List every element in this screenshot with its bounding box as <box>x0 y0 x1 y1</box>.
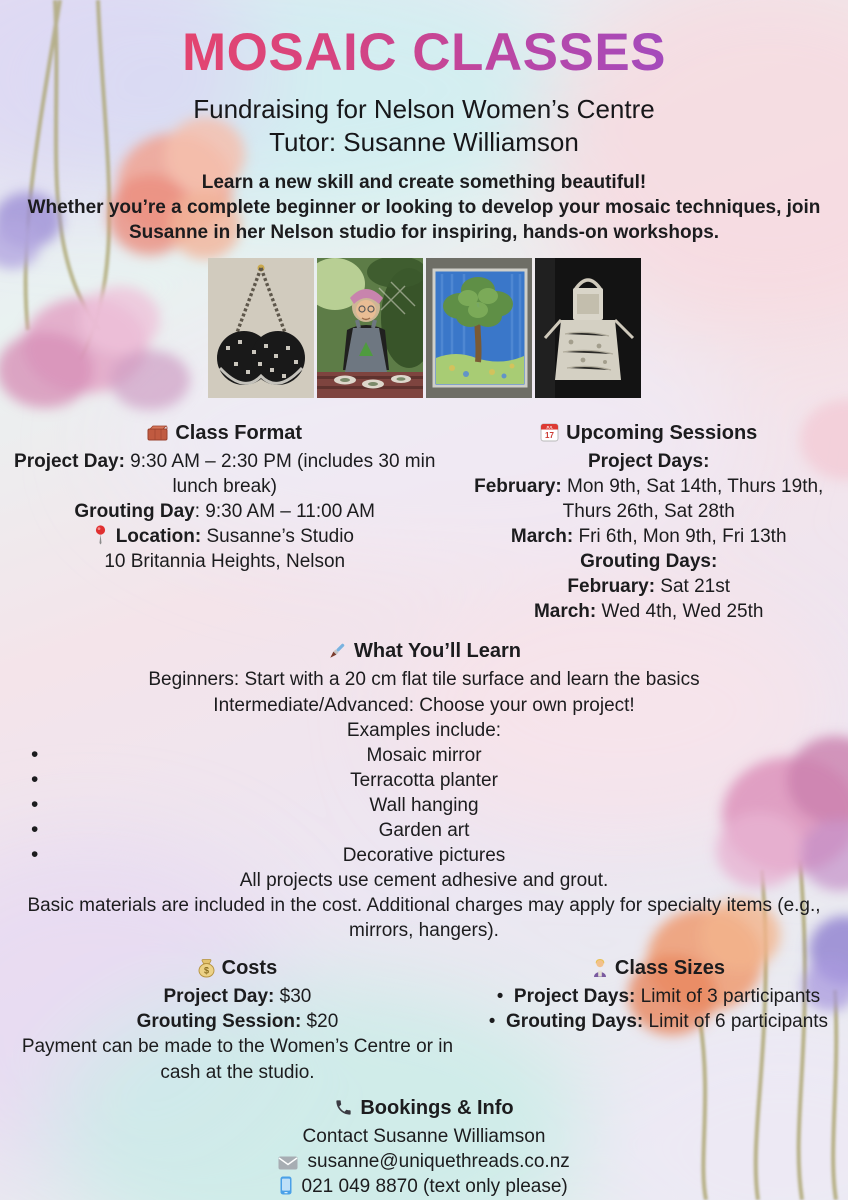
bullet-dot: • <box>31 767 39 791</box>
costs-section <box>0 955 475 1084</box>
bookings-section <box>0 1095 848 1199</box>
photo-tree-mosaic <box>426 258 532 398</box>
cost-project-day: Project Day: $30 <box>163 986 312 1008</box>
learn-intermediate-line: Intermediate/Advanced: Choose your own project! <box>213 694 635 716</box>
bullet-dot: • <box>31 842 39 866</box>
what-youll-learn-title: What You’ll Learn <box>353 640 522 663</box>
intro-line1: Learn a new skill and create something beautiful! <box>201 171 647 193</box>
bullet-dot: • <box>31 817 39 841</box>
project-days-header: Project Days: <box>587 450 710 472</box>
grouting-day-line: Grouting Day: 9:30 AM – 11:00 AM <box>74 501 376 523</box>
size-grouting-days: • Grouting Days: Limit of 6 participants <box>488 1011 829 1033</box>
cost-grouting: Grouting Session: $20 <box>136 1011 339 1033</box>
project-day-line: Project Day: 9:30 AM – 2:30 PM (includes 30 min lunch break) <box>14 450 436 497</box>
address-line: 10 Britannia Heights, Nelson <box>104 551 346 573</box>
contact-line: Contact Susanne Williamson <box>302 1125 546 1147</box>
example-item: • Wall hanging <box>0 793 848 818</box>
upcoming-sessions-section <box>449 420 848 625</box>
class-format-title: Class Format <box>175 421 303 444</box>
feb-project-days: February: Mon 9th, Sat 14th, Thurs 19th, Thurs 26th, Sat 28th <box>474 475 824 523</box>
photo-strip <box>208 258 641 398</box>
payment-note: Payment can be made to the Women’s Centre or in cash at the studio. <box>21 1036 454 1083</box>
format-sessions-row <box>0 420 848 625</box>
bullet-dot: • <box>496 986 504 1008</box>
what-youll-learn-section <box>0 638 848 943</box>
bookings-title: Bookings & Info <box>360 1096 514 1119</box>
subtitle-fundraising: Fundraising for Nelson Women’s Centre <box>193 94 655 124</box>
round-pushpin-icon <box>95 525 106 545</box>
grouting-days-header: Grouting Days: <box>580 551 718 573</box>
email-line: susanne@uniquethreads.co.nz <box>0 1149 848 1174</box>
photo-tutor <box>317 258 423 398</box>
brick-icon <box>147 425 168 441</box>
class-format-section <box>0 420 449 625</box>
bullet-dot: • <box>31 792 39 816</box>
page-title: MOSAIC CLASSES <box>0 22 848 83</box>
example-item: • Terracotta planter <box>0 768 848 793</box>
bullet-dot: • <box>31 742 39 766</box>
phone-line: 021 049 8870 (text only please) <box>0 1174 848 1199</box>
location-line: Location: Susanne’s Studio <box>6 524 443 549</box>
intro-line2: Whether you’re a complete beginner or looking to develop your mosaic techniques, join Susanne in her Nelson studio for inspiring, hands-on workshops. <box>27 196 821 244</box>
mar-grouting-days: March: Wed 4th, Wed 25th <box>533 601 764 623</box>
svg-text:17: 17 <box>545 431 555 441</box>
adhesive-note: All projects use cement adhesive and grout. <box>239 870 609 892</box>
example-item: • Mosaic mirror <box>0 743 848 768</box>
subtitle-tutor: Tutor: Susanne Williamson <box>269 127 579 158</box>
svg-text:$: $ <box>203 965 209 976</box>
intro-paragraph <box>18 170 830 246</box>
envelope-icon <box>278 1156 298 1170</box>
calendar-icon <box>540 423 559 442</box>
mar-project-days: March: Fri 6th, Mon 9th, Fri 13th <box>510 526 787 548</box>
mobile-phone-icon <box>280 1176 292 1195</box>
costs-sizes-row <box>0 955 848 1084</box>
photo-mosaic-bra <box>208 258 314 398</box>
learn-beginners-line: Beginners: Start with a 20 cm flat tile surface and learn the basics <box>148 669 700 691</box>
upcoming-sessions-title: Upcoming Sessions <box>566 421 758 444</box>
feb-grouting-days: February: Sat 21st <box>567 576 731 598</box>
costs-title: Costs <box>221 957 278 980</box>
artist-person-icon <box>592 958 608 978</box>
example-item: • Decorative pictures <box>0 843 848 868</box>
phone-receiver-icon <box>334 1098 353 1117</box>
example-item: • Garden art <box>0 818 848 843</box>
moneybag-icon <box>198 958 215 978</box>
learn-examples-label: Examples include: <box>346 719 502 741</box>
class-sizes-section <box>475 955 848 1084</box>
size-project-days: • Project Days: Limit of 3 participants <box>496 986 821 1008</box>
bullet-dot: • <box>488 1011 496 1033</box>
photo-mosaic-apron <box>535 258 641 398</box>
materials-note: Basic materials are included in the cost. Additional charges may apply for specialty items (e.g., mirrors, hangers). <box>27 895 821 942</box>
class-sizes-title: Class Sizes <box>614 957 725 980</box>
paintbrush-icon <box>327 641 347 661</box>
svg-text:JUL: JUL <box>546 425 554 430</box>
